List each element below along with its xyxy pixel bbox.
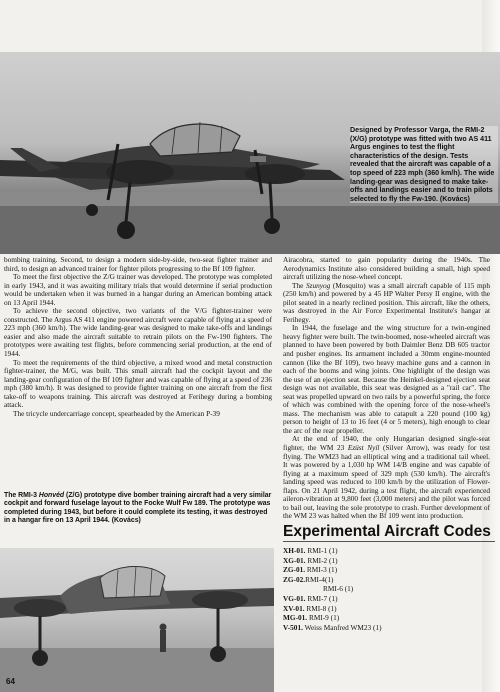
code-desc: RMI-9 (1) <box>308 613 340 623</box>
code-desc: RMI-6 (1) <box>323 584 354 594</box>
code-line <box>283 594 483 604</box>
aircraft-codes-list <box>283 546 483 632</box>
code-line <box>283 565 483 575</box>
code-desc: RMI-4(1) <box>305 574 334 584</box>
code-desc: RMI-7 (1) <box>307 593 338 603</box>
rmi-3-honved-photo <box>0 548 274 692</box>
code-desc: RMI-8 (1) <box>306 603 337 613</box>
left-text-column <box>4 256 272 418</box>
code-line <box>283 604 483 614</box>
code-desc: RMI-3 (1) <box>306 565 338 575</box>
code-id: XH-01. <box>283 546 306 555</box>
page-number: 64 <box>6 677 15 686</box>
codes-divider <box>283 541 495 542</box>
left-paragraph-2: To meet the first objective the Z/G trainer was developed. The prototype was completed in early 1943, and it was awaiting military trials that would determine if serial production would be undertaken when it was burned in a hangar during an American bombing attack on 13 April 1944. <box>4 272 272 307</box>
code-line <box>283 575 483 585</box>
top-photo-caption: Designed by Professor Varga, the RMI-2 (X/G) prototype was fitted with two AS 411 Argus engines to test the flight characteristics of the design. Tests revealed that the aircraft was capable of a top speed of 223 mph (360 km/h). The wide landing-gear was designed to make take-offs and landings easier and to train pilots selected to fly the Fw-190. (Kovács) <box>350 126 498 203</box>
szunyog-rest: (Mosquito) was a small aircraft capable of 115 mph (250 km/h) and powered by a 45 HP Walter Persy II engine, with the pilot seated in a nearly reclined position. This aircraft, like the others, was destroyed in the Air Force Experimental Institute's hangar at Ferihegy. <box>283 280 490 324</box>
code-line <box>283 623 483 633</box>
right-text-column <box>283 256 490 521</box>
right-paragraph-4 <box>283 435 490 520</box>
left-paragraph-4: To meet the requirements of the third objective, a mixed wood and metal construction fighter-trainer, the M/G, was built. This small aircraft had the cockpit layout and the landing-gear configuration of the Bf 109 fighter and was capable of flying at a speed of 236 mph (380 km/h). It was designed to provide fighter training on one aircraft from the first take-off to weapons training. This aircraft was destroyed at Ferihegy during a bombing attack. <box>4 357 272 410</box>
code-desc: RMI-1 (1) <box>307 546 338 555</box>
code-desc: Weiss Manfred WM23 (1) <box>304 622 382 632</box>
code-id: XV-01. <box>283 603 305 613</box>
code-desc: RMI-2 (1) <box>307 555 338 565</box>
code-line-continued <box>283 584 483 594</box>
left-paragraph-3: To achieve the second objective, two variants of the V/G fighter-trainer were constructed. The Argus AS 411 engine powered aircraft were capable of flying at a speed of 223 mph (360 km/h). The wide landing-gear was designed to make take-offs and landings easier and also made the aircraft suitable to retrain pilots on the Fw-190 fighters. The prototypes were awaiting test flights, before commencing serial production, at the end of 1944. <box>4 306 272 359</box>
wm23-lead: At the end of 1940, the only Hungarian designed single-seat fighter, the WM 23 <box>283 434 490 453</box>
right-paragraph-2 <box>283 282 490 325</box>
caption-italic-name: Honvéd <box>38 492 65 499</box>
code-id: XG-01. <box>283 555 306 565</box>
code-id: V-501. <box>283 622 303 632</box>
code-line <box>283 556 483 566</box>
right-paragraph-3: In 1944, the fuselage and the wing structure for a twin-engined heavy fighter were built. The twin-boomed, nose-wheeled aircraft was planned to have been powered by both Daimler Benz DB 605 tractor and pusher engines. Its armament included a 30mm engine-mounted cannon (like the Bf 109), two heavy machine guns and a cannon in each of the booms and wing joints. One highlight of the design was the use of an ejection seat. Because the Heinkel-designed ejection seat design was not available, this seat was designed as a "rail car". The seat was propelled upward on two rails by a powerful spring, the force of which was combined with the opening force of the nose-wheel's mass. The mechanism was able to catapult a 220 pound (100 kg) person to height of 13 to 16 feet (4 or 5 meters), high enough to clear the arc of the rear propeller. <box>283 323 490 435</box>
wm23-rest: (Silver Arrow), was ready for test flying. The WM23 had an elliptical wing and a traditional tail wheel. It was powered by a 1,030 hp WM 14/B engine and was capable of flying at a maximum speed of 329 mph (530 km/h). The aircraft's landing speed was reduced to 100 km/h by the utilization of Flower-flaps. On 21 April 1942, during a test flight, the aircraft experienced aileron-vibration at 9,800 feet (3,000 meters) and the pilot was forced to bail out, leaving the sole prototype to crash. Further development of the WM 23 was halted when the Bf 109 went into production. <box>283 443 491 521</box>
codes-heading: Experimental Aircraft Codes <box>283 523 491 540</box>
rmi-3-photo-caption <box>4 492 272 525</box>
code-id: ZG-01. <box>283 565 306 575</box>
caption-rest: (Z/G) prototype dive bomber training aircraft had a very similar cockpit and forward fuselage layout to the Focke Wulf Fw 189. The prototype was completed during 1943, but before it could complete its testing, it was destroyed in a hangar fire on 13 April 1944. (Kovács) <box>4 492 272 524</box>
szunyog-lead: The <box>292 280 306 290</box>
code-id: MG-01. <box>283 613 308 623</box>
code-id: VG-01. <box>283 593 306 603</box>
left-paragraph-1: bombing training. Second, to design a modern side-by-side, two-seat fighter trainer and third, to design an advanced trainer for fighter pilots progressing to the Bf 109 fighter. <box>4 255 272 273</box>
code-id: ZG-02. <box>283 574 306 584</box>
code-line <box>283 546 483 556</box>
caption-lead: The RMI-3 <box>4 492 39 499</box>
right-paragraph-1: Airacobra, started to gain popularity during the 1940s. The Aerodynamics Institute also considered building a small, high speed aircraft utilizing the nose-wheel concept. <box>283 255 490 282</box>
wm23-name: Ezüst Nyíl <box>347 443 380 453</box>
code-line <box>283 613 483 623</box>
szunyog-name: Szunyog <box>305 280 331 290</box>
left-paragraph-5: The tricycle undercarriage concept, spearheaded by the American P-39 <box>13 408 220 418</box>
